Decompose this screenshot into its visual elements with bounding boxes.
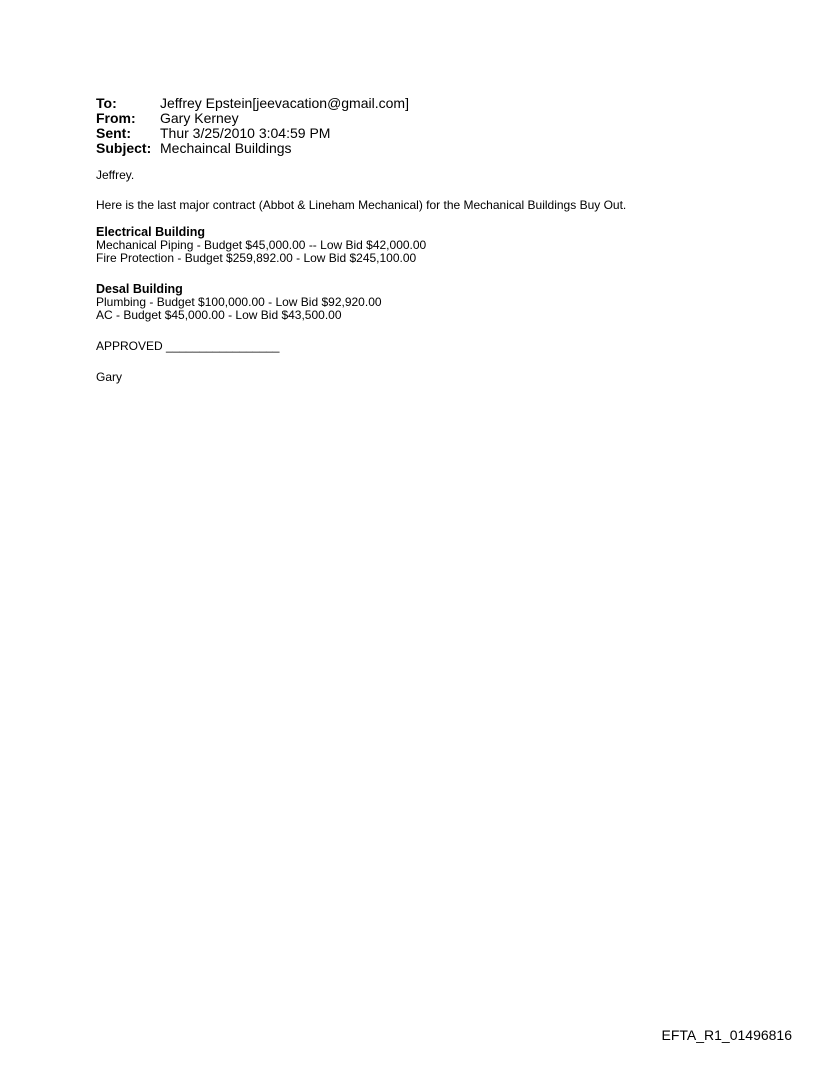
- sent-value: Thur 3/25/2010 3:04:59 PM: [160, 125, 331, 141]
- document-id: EFTA_R1_01496816: [661, 1027, 792, 1043]
- intro-paragraph: Here is the last major contract (Abbot & Lineham Mechanical) for the Mechanical Buildings Buy Out.: [96, 198, 627, 212]
- sent-row: [96, 126, 409, 141]
- from-value: Gary Kerney: [160, 110, 239, 126]
- from-row: [96, 111, 409, 126]
- section-heading: Desal Building: [96, 282, 183, 296]
- email-header: [96, 96, 409, 156]
- approved-line: APPROVED _________________: [96, 339, 280, 353]
- line-item: Plumbing - Budget $100,000.00 - Low Bid $92,920.00: [96, 295, 382, 309]
- sent-label: Sent:: [96, 125, 131, 141]
- email-document: [96, 96, 776, 384]
- to-label: To:: [96, 95, 117, 111]
- to-row: [96, 96, 409, 111]
- subject-label: Subject:: [96, 140, 152, 156]
- line-item: Fire Protection - Budget $259,892.00 - Low Bid $245,100.00: [96, 251, 417, 265]
- to-value: Jeffrey Epstein[jeevacation@gmail.com]: [160, 95, 409, 111]
- salutation: Jeffrey.: [96, 168, 135, 182]
- subject-value: Mechaincal Buildings: [160, 140, 292, 156]
- subject-row: [96, 141, 409, 156]
- section-electrical-building: [96, 226, 776, 265]
- section-desal-building: [96, 283, 776, 322]
- section-heading: Electrical Building: [96, 225, 206, 239]
- line-item: Mechanical Piping - Budget $45,000.00 -- Low Bid $42,000.00: [96, 238, 427, 252]
- signature: Gary: [96, 370, 123, 384]
- from-label: From:: [96, 110, 136, 126]
- line-item: AC - Budget $45,000.00 - Low Bid $43,500.00: [96, 308, 342, 322]
